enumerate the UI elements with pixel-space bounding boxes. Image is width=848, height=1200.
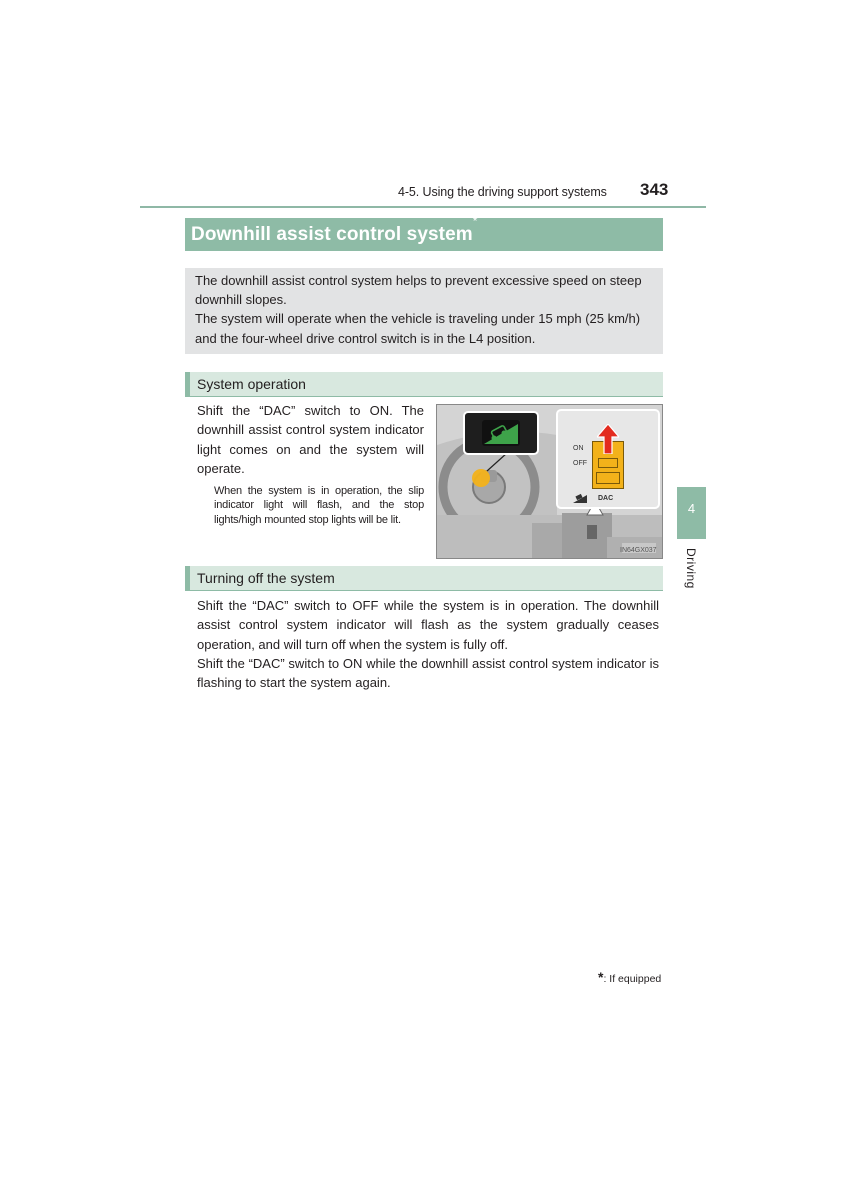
section-heading-turning-off — [185, 566, 663, 591]
section-heading-system-operation — [185, 372, 663, 397]
chapter-number: 4 — [687, 501, 696, 516]
system-operation-text: Shift the “DAC” switch to ON. The downhill assist control system indicator light comes on and the system will operate. — [197, 403, 424, 477]
footnote-text: : If equipped — [603, 973, 662, 985]
system-operation-note: When the system is in operation, the slip indicator light will flash, and the stop lights/high mounted stop lights will be lit. — [214, 485, 424, 526]
section-rule — [185, 590, 663, 591]
section-heading-label: Turning off the system — [197, 570, 335, 586]
indicator-callout — [463, 411, 539, 455]
section-heading-label: System operation — [197, 376, 306, 392]
title-asterisk: * — [472, 214, 478, 228]
chapter-tab — [677, 487, 706, 539]
page-number: 343 — [640, 180, 669, 199]
section-rule — [185, 396, 663, 397]
header-rule — [140, 206, 706, 208]
footnote-symbol: * — [598, 969, 604, 985]
switch-name-label: DAC — [598, 495, 614, 502]
turning-off-paragraph-1: Shift the “DAC” switch to OFF while the system is in operation. The downhill assist control system indicator will flash as the system gradually ceases operation, and will turn off when the system is fully off. — [197, 598, 659, 652]
page-title: Downhill assist control system — [191, 224, 473, 245]
intro-box — [185, 268, 663, 354]
intro-paragraph-1: The downhill assist control system helps to prevent excessive speed on steep downhill slopes. — [195, 273, 642, 308]
image-code: IN64GX037 — [620, 547, 657, 554]
up-arrow-icon — [597, 424, 619, 454]
switch-off-label: OFF — [573, 460, 587, 467]
downhill-indicator-icon — [482, 420, 520, 446]
turning-off-paragraph-2: Shift the “DAC” switch to ON while the downhill assist control system indicator is flashing to start the system again. — [197, 656, 659, 691]
chapter-name: Driving — [684, 548, 698, 589]
indicator-highlight-circle — [472, 469, 490, 487]
switch-callout — [556, 409, 660, 509]
running-header-section: 4-5. Using the driving support systems — [398, 185, 607, 199]
switch-on-label: ON — [573, 445, 584, 452]
footnote — [598, 969, 661, 985]
page-title-bar — [185, 214, 663, 251]
dac-illustration — [436, 404, 663, 559]
downhill-symbol-icon — [573, 493, 587, 503]
intro-paragraph-2: The system will operate when the vehicle is traveling under 15 mph (25 km/h) and the four-wheel drive control switch is in the L4 position. — [195, 311, 641, 346]
